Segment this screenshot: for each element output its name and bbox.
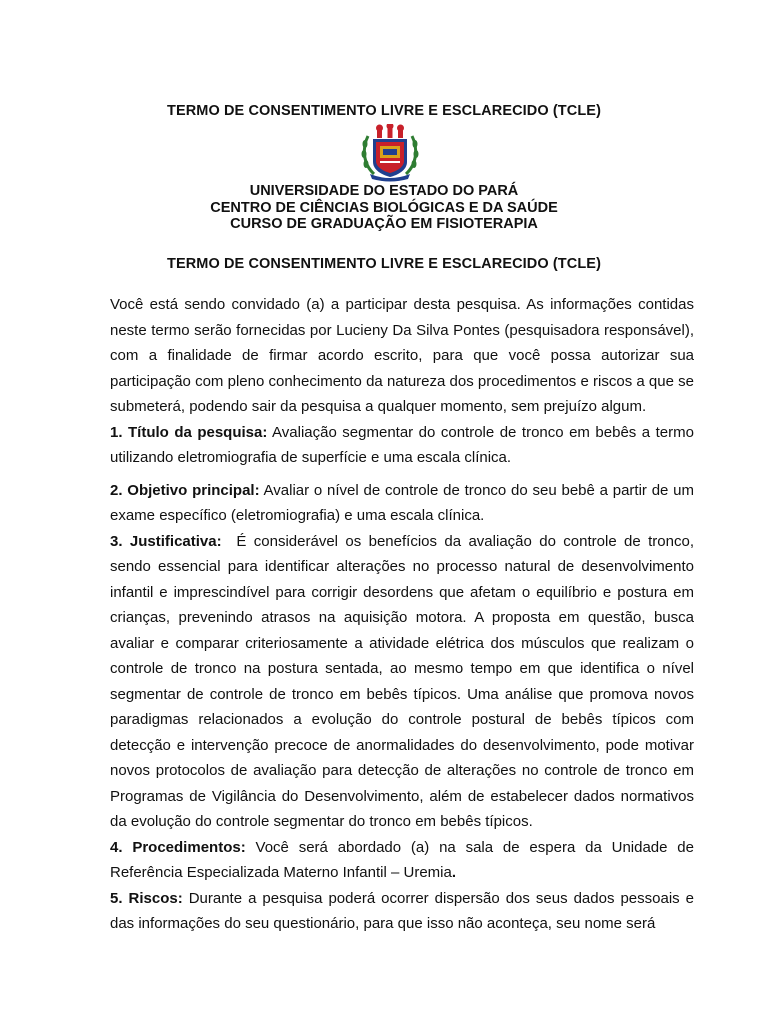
section-text: Durante a pesquisa poderá ocorrer dispersão dos seus dados pessoais e das informações do seu questionário, para que isso não aconteça, seu nome será <box>110 889 694 932</box>
intro-paragraph: Você está sendo convidado (a) a participar desta pesquisa. As informações contidas neste termo serão fornecidas por Lucieny Da Silva Pontes (pesquisadora responsável), com a finalidade de firmar acordo escrito, para que você possa autorizar sua participação com pleno conhecimento da natureza dos procedimentos e riscos a que se submeterá, podendo sair da pesquisa a qualquer momento, sem prejuízo algum. <box>110 296 694 415</box>
section-tail: . <box>451 864 457 881</box>
section-procedures <box>110 835 694 886</box>
university-coat-of-arms-icon <box>360 124 420 182</box>
institution-header <box>0 183 768 233</box>
section-title <box>110 420 694 471</box>
course-name: CURSO DE GRADUAÇÃO EM FISIOTERAPIA <box>230 216 538 232</box>
section-label: 4. Procedimentos: <box>110 838 246 856</box>
document-subtitle: TERMO DE CONSENTIMENTO LIVRE E ESCLARECIDO (TCLE) <box>166 256 601 272</box>
section-justification <box>110 529 699 835</box>
section-label: 5. Riscos: <box>110 889 183 907</box>
document-title: TERMO DE CONSENTIMENTO LIVRE E ESCLARECIDO (TCLE) <box>166 103 601 119</box>
section-label: 2. Objetivo principal: <box>110 481 260 499</box>
section-objective <box>110 478 694 529</box>
section-text: É considerável os benefícios da avaliação do controle de tronco, sendo essencial para identificar alterações no processo natural de desenvolvimento infantil e imprescindível para corrigir desordens que afetam o equilíbrio e postura em crianças, prevenindo atrasos na aquisição motora. A proposta em questão, busca avaliar e comparar criteriosamente a atividade elétrica dos músculos que realizam o controle de tronco na postura sentada, ao mesmo tempo em que identifica o nível segmentar de controle de tronco em bebês típicos. Uma análise que promova novos paradigmas relacionados a evolução do controle postural de bebês típicos com detecção e intervenção precoce de anormalidades do desenvolvimento, pode motivar novos protocolos de avaliação para detecção de alterações no controle de tronco em Programas de Vigilância do Desenvolvimento, além de estabelecer dados normativos da evolução do controle segmentar do tronco em bebês típicos. <box>110 532 699 830</box>
university-name: UNIVERSIDADE DO ESTADO DO PARÁ <box>249 183 519 199</box>
section-label: 1. Título da pesquisa: <box>110 423 268 441</box>
section-text: Avaliar o nível de controle de tronco do seu bebê a partir de um exame específico (eletromiografia) e uma escala clínica. <box>110 481 695 524</box>
center-name: CENTRO DE CIÊNCIAS BIOLÓGICAS E DA SAÚDE <box>210 199 558 216</box>
section-text: Você será abordado (a) na sala de espera da Unidade de Referência Especializada Materno Infantil – Uremia <box>110 838 694 881</box>
section-label: 3. Justificativa: <box>110 532 222 550</box>
section-text: Avaliação segmentar do controle de tronco em bebês a termo utilizando eletromiografia de superfície e uma escala clínica. <box>110 423 694 466</box>
document-body <box>110 292 699 937</box>
section-risks <box>110 886 694 937</box>
